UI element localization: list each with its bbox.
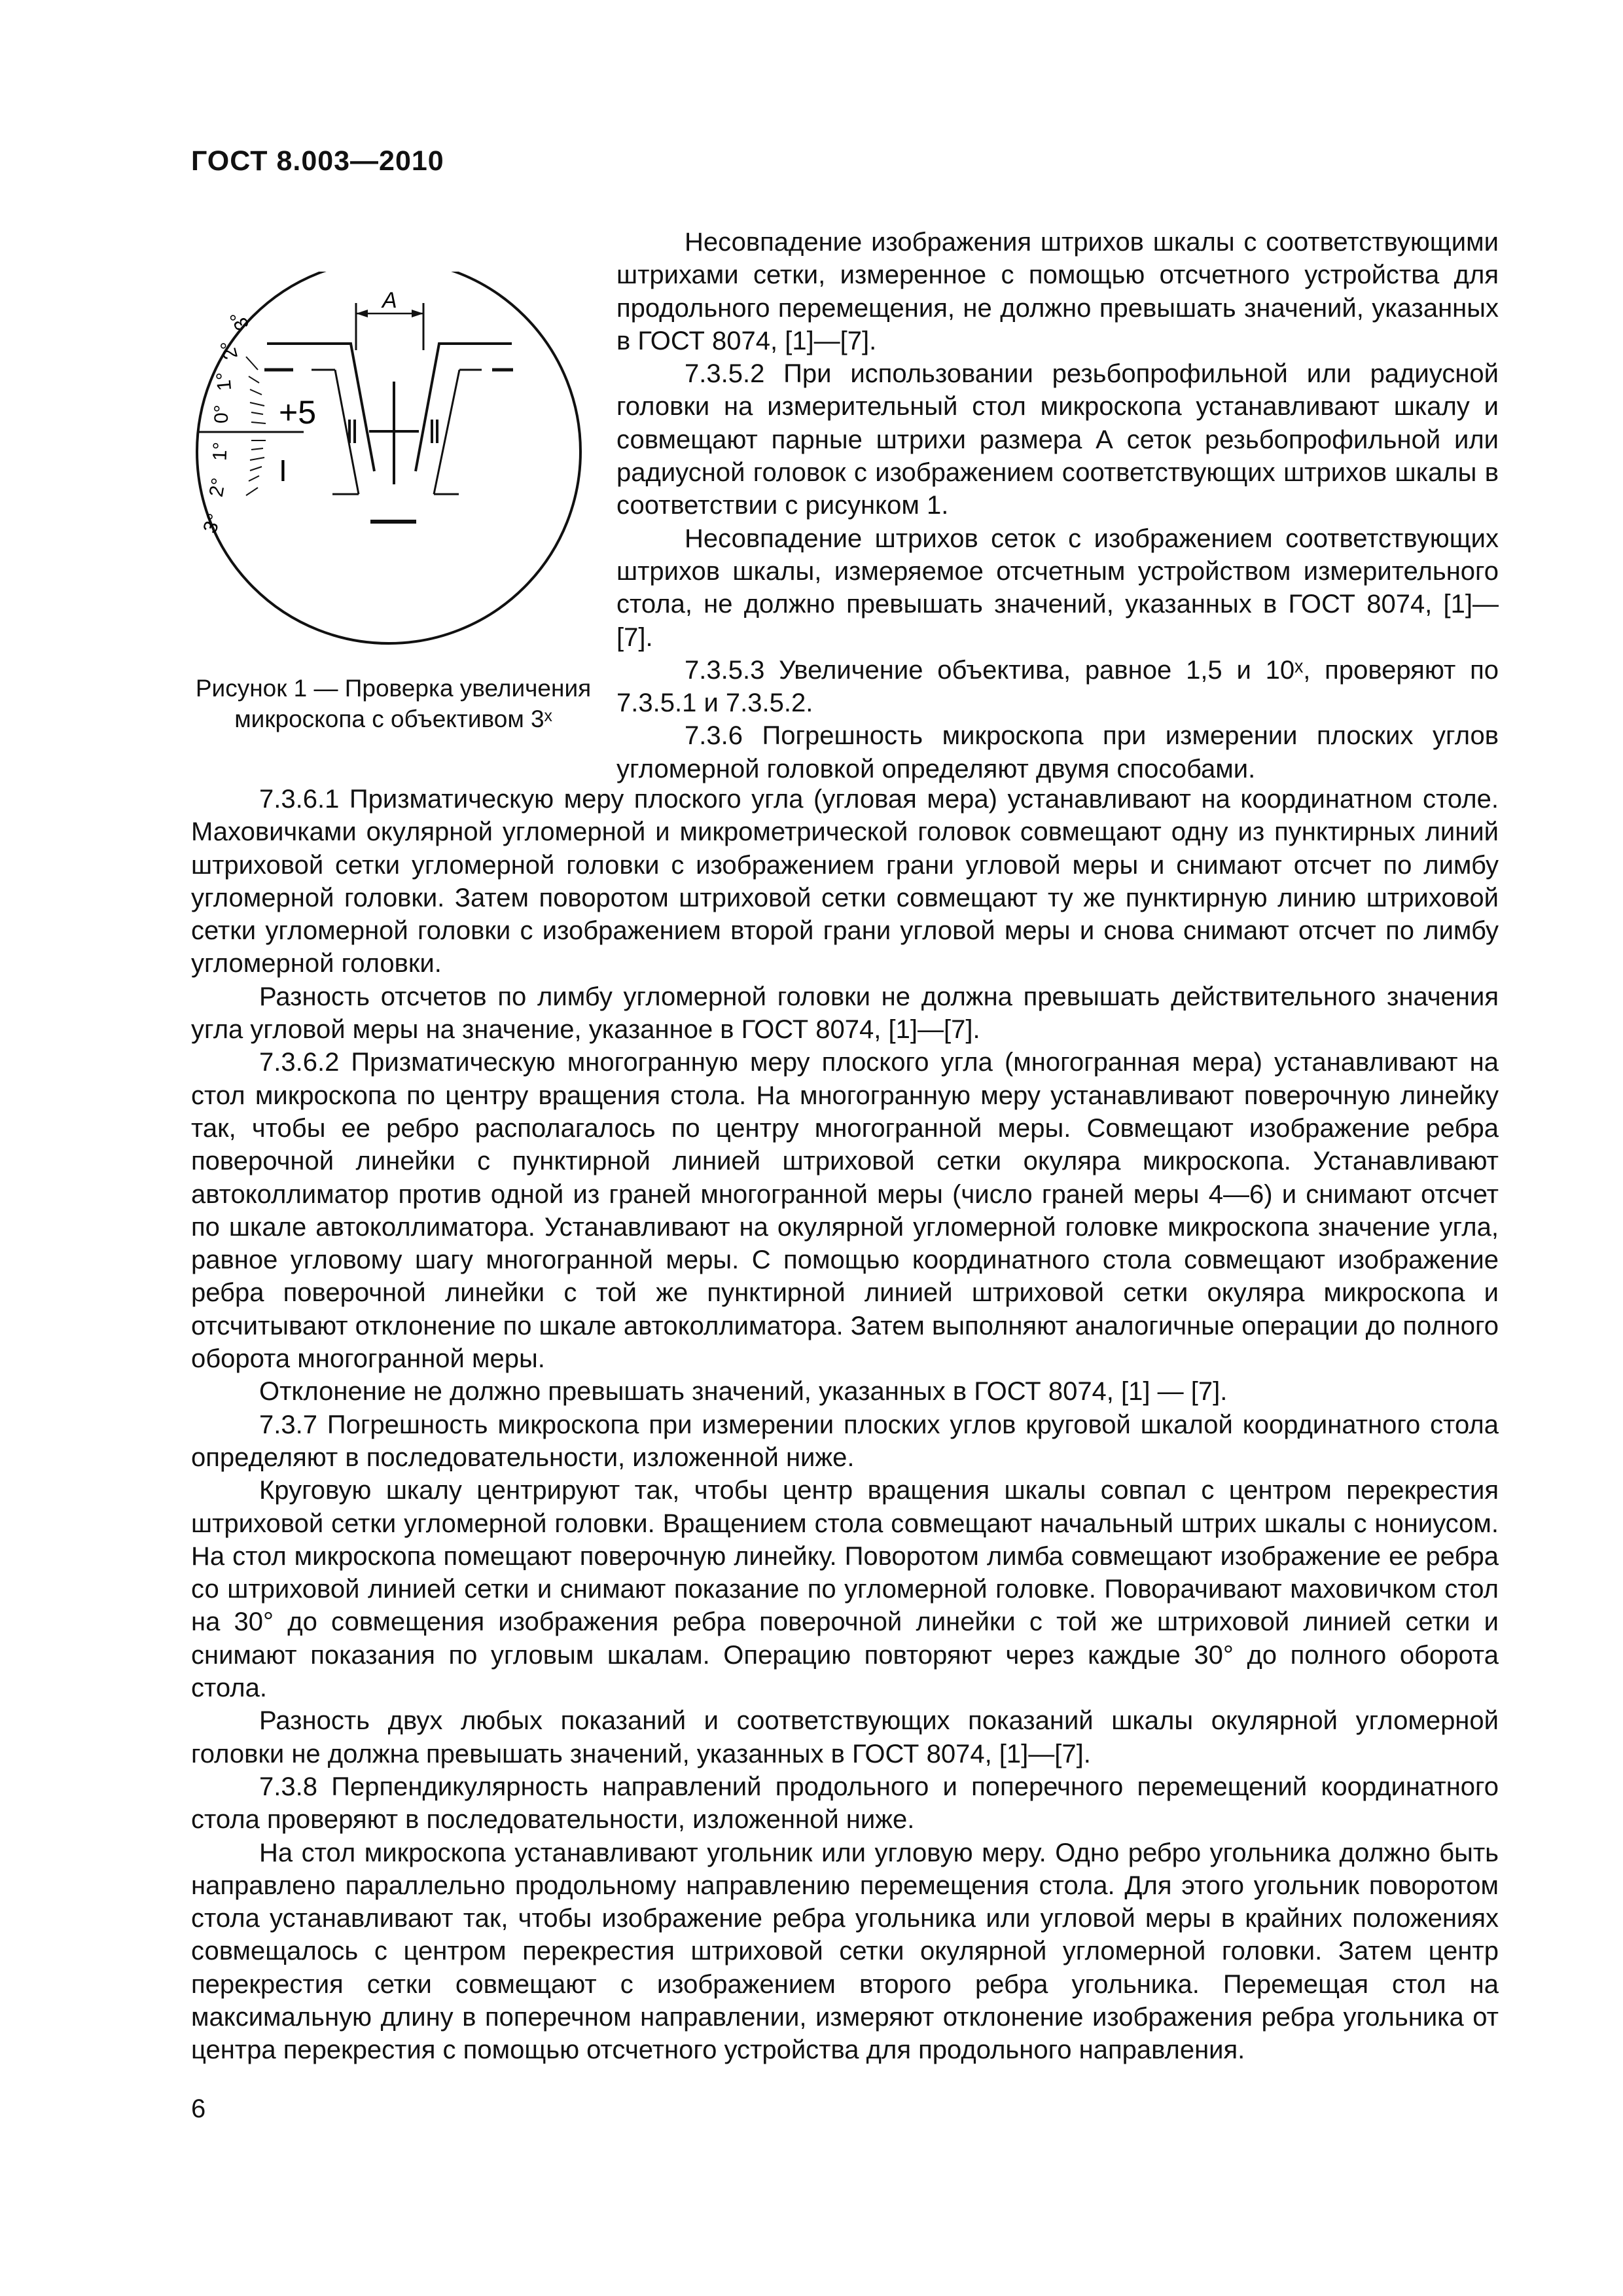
label-a: A: [382, 288, 397, 313]
dim-a-arrow-right: [412, 310, 423, 317]
document-header: ГОСТ 8.003—2010: [191, 145, 444, 177]
figure-reticle: [194, 272, 593, 658]
label-plus5: +5: [279, 394, 317, 431]
paragraph: Разность отсчетов по лимбу угломерной головки не должна превышать действительного значения угла угловой меры на значение, указанное в ГОСТ 8074, [1]—[7].: [191, 982, 1499, 1045]
scale-label-3-bottom: 3°: [199, 511, 226, 536]
scale-label-1-bottom: 1°: [209, 441, 232, 461]
scale-label-2-top: 2°: [216, 338, 243, 362]
paragraph: Отклонение не должно превышать значений, указанных в ГОСТ 8074, [1] — [7].: [259, 1377, 1228, 1407]
paragraph: 7.3.6.2 Призматическую многогранную меру плоского угла (многогранная мера) устанавливают на стол микроскопа по центру вращения стола. На многогранную меру устанавливают поверочную линейку так, чтобы ее ребро располагалось по центру многогранной меры. Совмещают изображение ребра поверочной линейки с пунктирной линией штриховой сетки окуляра микроскопа. Устанавливают автоколлиматор против одной из граней многогранной меры (число граней меры 4—6) и снимают отсчет по шкале автоколлиматора. Устанавливают на окулярной угломерной головке микроскопа значение угла, равное угловому шагу многогранной меры. С помощью координатного стола совмещают изображение ребра поверочной линейки с той же пунктирной линией штриховой сетки окуляра микроскопа и отсчитывают отклонение по шкале автоколлиматора. Затем выполняют аналогичные операции до полного оборота многогранной меры.: [191, 1048, 1499, 1374]
scale-label-2-bottom: 2°: [205, 476, 230, 499]
reticle-diagram: [194, 272, 593, 658]
main-body-text: [191, 783, 1499, 2067]
scale-label-group: [199, 307, 253, 536]
paragraph: 7.3.8 Перпендикулярность направлений продольного и поперечного перемещений координатного стола проверяют в последовательности, изложенной ниже.: [191, 1772, 1499, 1835]
right-column-text: [616, 226, 1499, 785]
profile-right: [416, 344, 512, 471]
paragraph: Разность двух любых показаний и соответствующих показаний шкалы окулярной угломерной головки не должна превышать значений, указанных в ГОСТ 8074, [1]—[7].: [191, 1706, 1499, 1768]
scale-label-3-top: 3°: [225, 307, 254, 334]
paragraph: 7.3.5.3 Увеличение объектива, равное 1,5 и 10ˣ, проверяют по 7.3.5.1 и 7.3.5.2.: [616, 655, 1499, 718]
paragraph: Несовпадение штрихов сеток с изображением соответствующих штрихов шкалы, измеряемое отсчетным устройством измерительного стола, не должно превышать значений, указанных в ГОСТ 8074, [1]—[7].: [616, 524, 1499, 652]
paragraph: Несовпадение изображения штрихов шкалы с соответствующими штрихами сетки, измеренное с помощью отсчетного устройства для продольного перемещения, не должно превышать значений, указанных в ГОСТ 8074, [1]—[7].: [616, 228, 1499, 355]
paragraph: На стол микроскопа устанавливают угольник или угловую меру. Одно ребро угольника должно быть направлено параллельно продольному направлению перемещения стола. Для этого угольник поворотом стола устанавливают так, чтобы изображение ребра угольника или угловой меры в крайних положениях совмещалось с центром перекрестия штриховой сетки окулярной угломерной головки. Затем центр перекрестия сетки совмещают с изображением второго ребра угольника. Перемещая стол на максимальную длину в поперечном направлении, измеряют отклонение изображения ребра угольника от центра перекрестия с помощью отсчетного устройства для продольного направления.: [191, 1838, 1499, 2065]
scale-label-0: 0°: [211, 404, 232, 423]
angular-scale: [246, 357, 266, 495]
figure-caption: Рисунок 1 — Проверка увеличения микроскопа с объективом 3ˣ: [195, 675, 592, 732]
paragraph: 7.3.7 Погрешность микроскопа при измерении плоских углов круговой шкалой координатного стола определяют в последовательности, изложенной ниже.: [191, 1410, 1499, 1472]
paragraph: 7.3.5.2 При использовании резьбопрофильной или радиусной головки на измерительный стол микроскопа устанавливают шкалу и совмещают парные штрихи размера А сеток резьбопрофильной или радиусной головок с изображением соответствующих штрихов шкалы в соответствии с рисунком 1.: [616, 359, 1499, 520]
paragraph: Круговую шкалу центрируют так, чтобы центр вращения шкалы совпал с центром перекрестия штриховой сетки угломерной головки. Вращением стола совмещают начальный штрих шкалы с нониусом. На стол микроскопа помещают поверочную линейку. Поворотом лимба совмещают изображение ее ребра со штриховой линией сетки и снимают показание по угломерной головке. Поворачивают маховичком стол на 30° до совмещения изображения ребра поверочной линейки с той же штриховой линией сетки и снимают показания по угловым шкалам. Операцию повторяют через каждые 30° до полного оборота стола.: [191, 1476, 1499, 1703]
dim-a-arrow-left: [356, 310, 368, 317]
paragraph: 7.3.6.1 Призматическую меру плоского угла (угловая мера) устанавливают на координатном столе. Маховичками окулярной угломерной и микрометрической головок совмещают одну из пунктирных линий штриховой сетки угломерной головки с изображением грани угловой меры и снимают отсчет по лимбу угломерной головки. Затем поворотом штриховой сетки совмещают ту же пунктирную линию штриховой сетки угломерной головки с изображением второй грани угловой меры и снова снимают отсчет по лимбу угломерной головки.: [191, 785, 1499, 978]
field-circle: [197, 272, 580, 643]
label-minus-mark: I: [279, 454, 287, 488]
paragraph: 7.3.6 Погрешность микроскопа при измерении плоских углов угломерной головкой определяют двумя способами.: [616, 721, 1499, 783]
scale-label-1-top: 1°: [212, 370, 236, 392]
page-number: 6: [191, 2094, 206, 2123]
